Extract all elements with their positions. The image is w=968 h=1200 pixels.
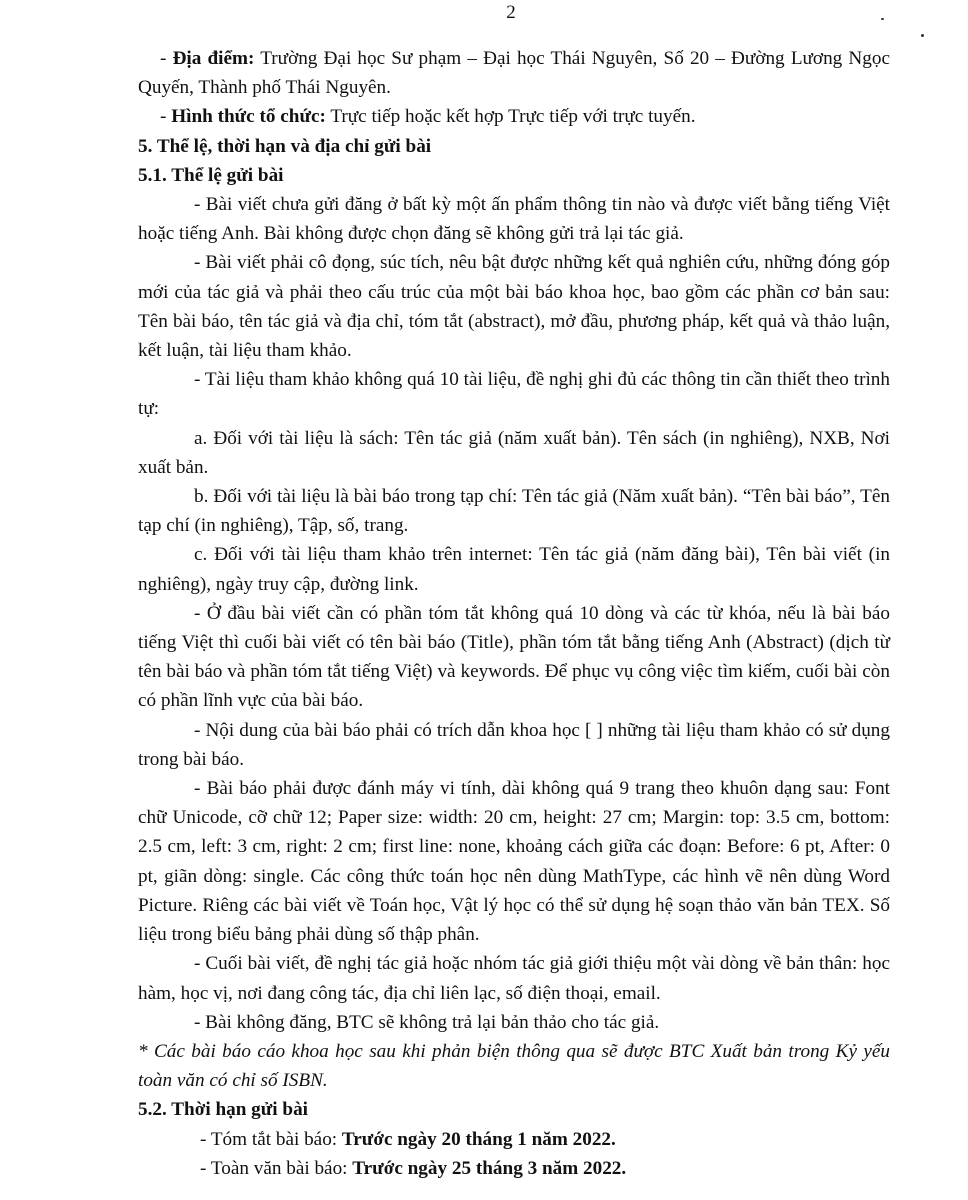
venue-format-text: Trực tiếp hoặc kết hợp Trực tiếp với trực tuyến. xyxy=(330,106,696,128)
rule-paragraph-4: - Ở đầu bài viết cần có phần tóm tắt không quá 10 dòng và các từ khóa, nếu là bài báo tiếng Việt thì cuối bài viết có tên bài báo (Title), phần tóm tắt bằng tiếng Anh (Abstract) (dịch từ tên bài báo và phần tóm tắt tiếng Việt) và keywords. Để phục vụ công việc tìm kiếm, cuối bài còn có phần lĩnh vực của bài báo. xyxy=(138,602,890,712)
venue-location: - Địa điểm: Trường Đại học Sư phạm – Đại học Thái Nguyên, Số 20 – Đường Lương Ngọc Quyến, Thành phố Thái Nguyên. xyxy=(138,48,890,99)
rule-paragraph-6: - Bài báo phải được đánh máy vi tính, dài không quá 9 trang theo khuôn dạng sau: Font chữ Unicode, cỡ chữ 12; Paper size: width: 20 cm, height: 27 cm; Margin: top: 3.5 cm, bottom: 2.5 cm, left: 3 cm, right: 2 cm; first line: none, khoảng cách giữa các đoạn: Before: 6 pt, After: 0 pt, giãn dòng: single. Các công thức toán học nên dùng MathType, các hình vẽ nên dùng Word Picture. Riêng các bài viết về Toán học, Vật lý học có thể sử dụng hệ soạn thảo văn bản TEX. Số liệu trong biểu bảng phải dùng số thập phân. xyxy=(138,778,890,946)
venue-location-text: Trường Đại học Sư phạm – Đại học Thái Nguyên, Số 20 – Đường Lương Ngọc Quyến, Thành phố Thái Nguyên. xyxy=(138,48,890,99)
rule-paragraph-8: - Bài không đăng, BTC sẽ không trả lại bản thảo cho tác giả. xyxy=(194,1011,660,1033)
publication-note: * Các bài báo cáo khoa học sau khi phản biện thông qua sẽ được BTC Xuất bản trong Kỷ yếu toàn văn có chỉ số ISBN. xyxy=(138,1040,890,1092)
section-5-heading: 5. Thể lệ, thời hạn và địa chỉ gửi bài xyxy=(138,135,432,157)
reference-rule-book: a. Đối với tài liệu là sách: Tên tác giả (năm xuất bản). Tên sách (in nghiêng), NXB, Nơi xuất bản. xyxy=(138,427,890,478)
section-5-1-heading: 5.1. Thể lệ gửi bài xyxy=(138,164,284,186)
scan-speck xyxy=(881,18,884,20)
rule-paragraph-5: - Nội dung của bài báo phải có trích dẫn khoa học [ ] những tài liệu tham khảo có sử dụng trong bài báo. xyxy=(138,719,890,770)
section-5-2-heading: 5.2. Thời hạn gửi bài xyxy=(138,1099,309,1121)
document-body xyxy=(138,44,890,1183)
deadline-abstract-label: - Tóm tắt bài báo: xyxy=(200,1128,338,1150)
page-number: 2 xyxy=(506,2,516,23)
deadline-abstract xyxy=(138,1125,890,1154)
venue-format-label: Hình thức tổ chức: xyxy=(171,106,326,128)
deadline-fulltext xyxy=(138,1154,890,1183)
venue-format: - Hình thức tổ chức: Trực tiếp hoặc kết hợp Trực tiếp với trực tuyến. xyxy=(160,106,696,128)
deadline-abstract-date: Trước ngày 20 tháng 1 năm 2022. xyxy=(341,1128,616,1150)
deadline-fulltext-date: Trước ngày 25 tháng 3 năm 2022. xyxy=(352,1157,627,1179)
rule-paragraph-3: - Tài liệu tham khảo không quá 10 tài liệu, đề nghị ghi đủ các thông tin cần thiết theo trình tự: xyxy=(138,369,890,420)
deadline-fulltext-label: - Toàn văn bài báo: xyxy=(200,1157,348,1179)
rule-paragraph-1: - Bài viết chưa gửi đăng ở bất kỳ một ấn phẩm thông tin nào và được viết bằng tiếng Việt hoặc tiếng Anh. Bài không được chọn đăng sẽ không gửi trả lại tác giả. xyxy=(138,194,890,245)
venue-location-label: Địa điểm: xyxy=(172,48,255,69)
scan-speck xyxy=(921,34,924,37)
reference-rule-internet: c. Đối với tài liệu tham khảo trên internet: Tên tác giả (năm đăng bài), Tên bài viết (in nghiêng), ngày truy cập, đường link. xyxy=(138,544,890,595)
reference-rule-journal: b. Đối với tài liệu là bài báo trong tạp chí: Tên tác giả (Năm xuất bản). “Tên bài báo”, Tên tạp chí (in nghiêng), Tập, số, trang. xyxy=(138,486,890,537)
rule-paragraph-7: - Cuối bài viết, đề nghị tác giả hoặc nhóm tác giả giới thiệu một vài dòng về bản thân: học hàm, học vị, nơi đang công tác, địa chỉ liên lạc, số điện thoại, email. xyxy=(138,953,890,1004)
rule-paragraph-2: - Bài viết phải cô đọng, súc tích, nêu bật được những kết quả nghiên cứu, những đóng góp mới của tác giả và phải theo cấu trúc của một bài báo khoa học, bao gồm các phần cơ bản sau: Tên bài báo, tên tác giả và địa chỉ, tóm tắt (abstract), mở đầu, phương pháp, kết quả và thảo luận, kết luận, tài liệu tham khảo. xyxy=(138,252,890,362)
